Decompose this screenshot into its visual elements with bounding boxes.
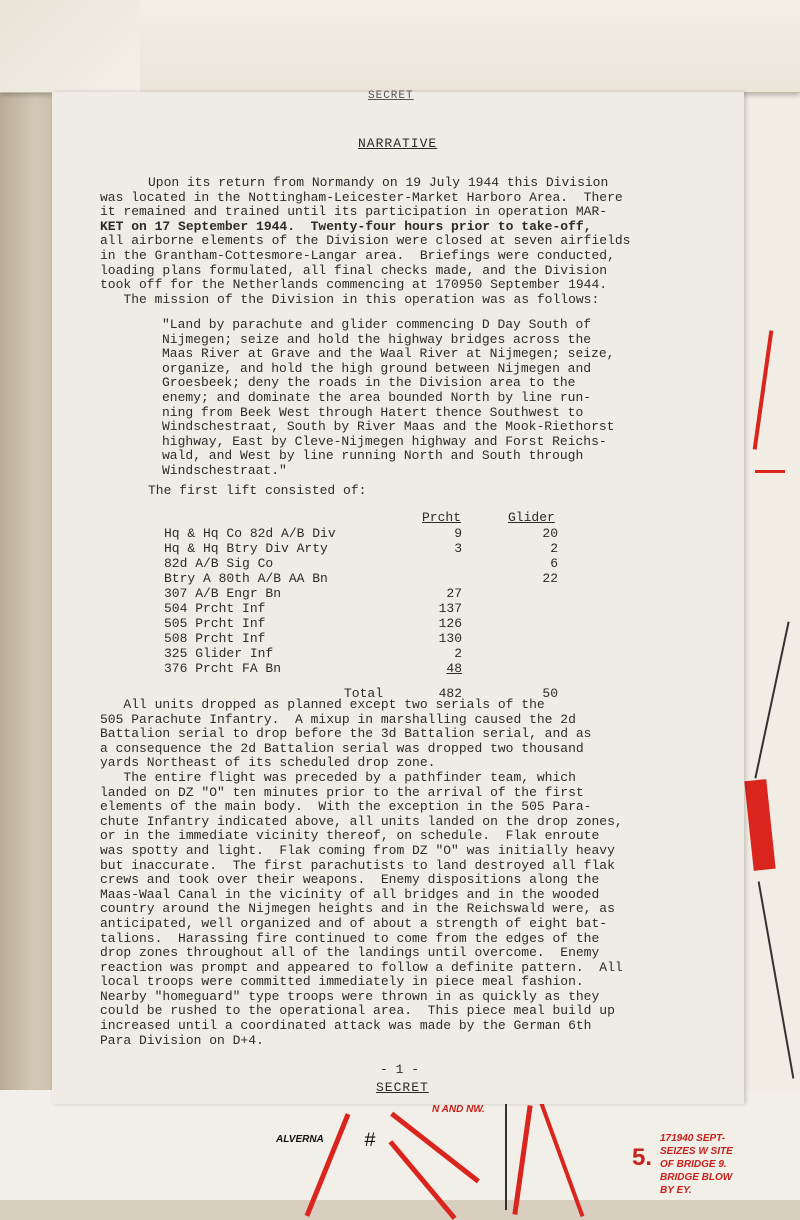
column-header-glider: Glider [508, 510, 555, 525]
classification-bottom: SECRET [376, 1080, 429, 1095]
map-note-number: 5. [632, 1144, 653, 1171]
table-row: 82d A/B Sig Co 6 [164, 556, 558, 571]
table-row: Hq & Hq Btry Div Arty 3 2 [164, 541, 558, 556]
table-row: 307 A/B Engr Bn 27 [164, 586, 462, 601]
table-row: 504 Prcht Inf 137 [164, 601, 462, 616]
page-number: - 1 - [380, 1062, 420, 1077]
map-label-alverna: ALVERNA [276, 1134, 324, 1145]
binder-edge [0, 0, 60, 1200]
table-total-row: Total 482 50 [344, 686, 558, 701]
map-sheet-right-edge [740, 0, 800, 1200]
table-row: Btry A 80th A/B AA Bn 22 [164, 571, 558, 586]
classification-top: SECRET [368, 90, 414, 102]
map-label-n-and-nw: N AND NW. [432, 1104, 485, 1115]
lift-intro: The first lift consisted of: [148, 483, 367, 498]
table-row: 376 Prcht FA Bn 48 [164, 661, 462, 676]
page-title: NARRATIVE [358, 136, 438, 151]
map-note: 171940 SEPT- SEIZES W SITE OF BRIDGE 9. BRIDGE BLOW BY EY. [660, 1133, 733, 1196]
document-page [52, 92, 744, 1104]
column-header-prcht: Prcht [422, 510, 462, 525]
bridge-symbol-icon: # [364, 1130, 377, 1153]
table-row: 505 Prcht Inf 126 [164, 616, 462, 631]
table-row: Hq & Hq Co 82d A/B Div 9 20 [164, 526, 558, 541]
map-sheet-bottom [0, 1090, 800, 1200]
mission-quote: "Land by parachute and glider commencing D Day South of Nijmegen; seize and hold the highway bridges across the Maas River at Grave and the Waal River at Nijmegen; seize, organize, and hold the high ground between Nijmegen and Groesbeek; deny the roads in the Division area to the enemy; and dominate the area bounded North by line run- ning from Beek West through Hatert thence Southwest to Windschestraat, South by River Maas and the Mook-Riethorst highway, East by Cleve-Nijmegen highway and Forst Reichs- wald, and West by line running North and South through Windschestraat." [162, 317, 615, 478]
table-row: 508 Prcht Inf 130 [164, 631, 462, 646]
body-paragraphs: All units dropped as planned except two serials of the 505 Parachute Infantry. A mixup in marshalling caused the 2d Battalion serial to drop before the 3d Battalion serial, and as a consequence the 2d Battalion serial was dropped two thousand yards Northeast of its scheduled drop zone. The entire flight was preceded by a pathfinder team, which landed on DZ "O" ten minutes prior to the arrival of the first elements of the main body. With the exception in the 505 Para- chute Infantry indicated above, all units landed on the drop zones, or in the immediate vicinity thereof, on schedule. Flak enroute was spotty and light. Flak coming from DZ "O" was initially heavy but inaccurate. The first parachutists to land destroyed all flak crews and took over their weapons. Enemy dispositions along the Maas-Waal Canal in the vicinity of all bridges and in the wooded country around the Nijmegen heights and in the Reichswald were, as anticipated, well organized and of about a strength of eight bat- talions. Harassing fire continued to come from the edges of the drop zones throughout all of the landings until overcome. Enemy reaction was prompt and appeared to follow a definite pattern. All local troops were committed immediately in piece meal fashion. Nearby "homeguard" type troops were thrown in as quickly as they could be rushed to the operational area. This piece meal build up increased until a coordinated attack was made by the German 6th Para Division on D+4. [100, 697, 623, 1048]
table-row: 325 Glider Inf 2 [164, 646, 462, 661]
intro-paragraph: Upon its return from Normandy on 19 July 1944 this Division was located in the Nottingham-Leicester-Market Harboro Area. There it remained and trained until its participation in operation MAR- KET on 17 September 1944. Twenty-four hours prior to take-off, all airborne elements of the Division were closed at seven airfields in the Grantham-Cottesmore-Langar area. Briefings were conducted, loading plans formulated, all final checks made, and the Division took off for the Netherlands commencing at 170950 September 1944. The mission of the Division in this operation was as follows: [100, 175, 631, 307]
previous-page-curl [0, 0, 800, 93]
